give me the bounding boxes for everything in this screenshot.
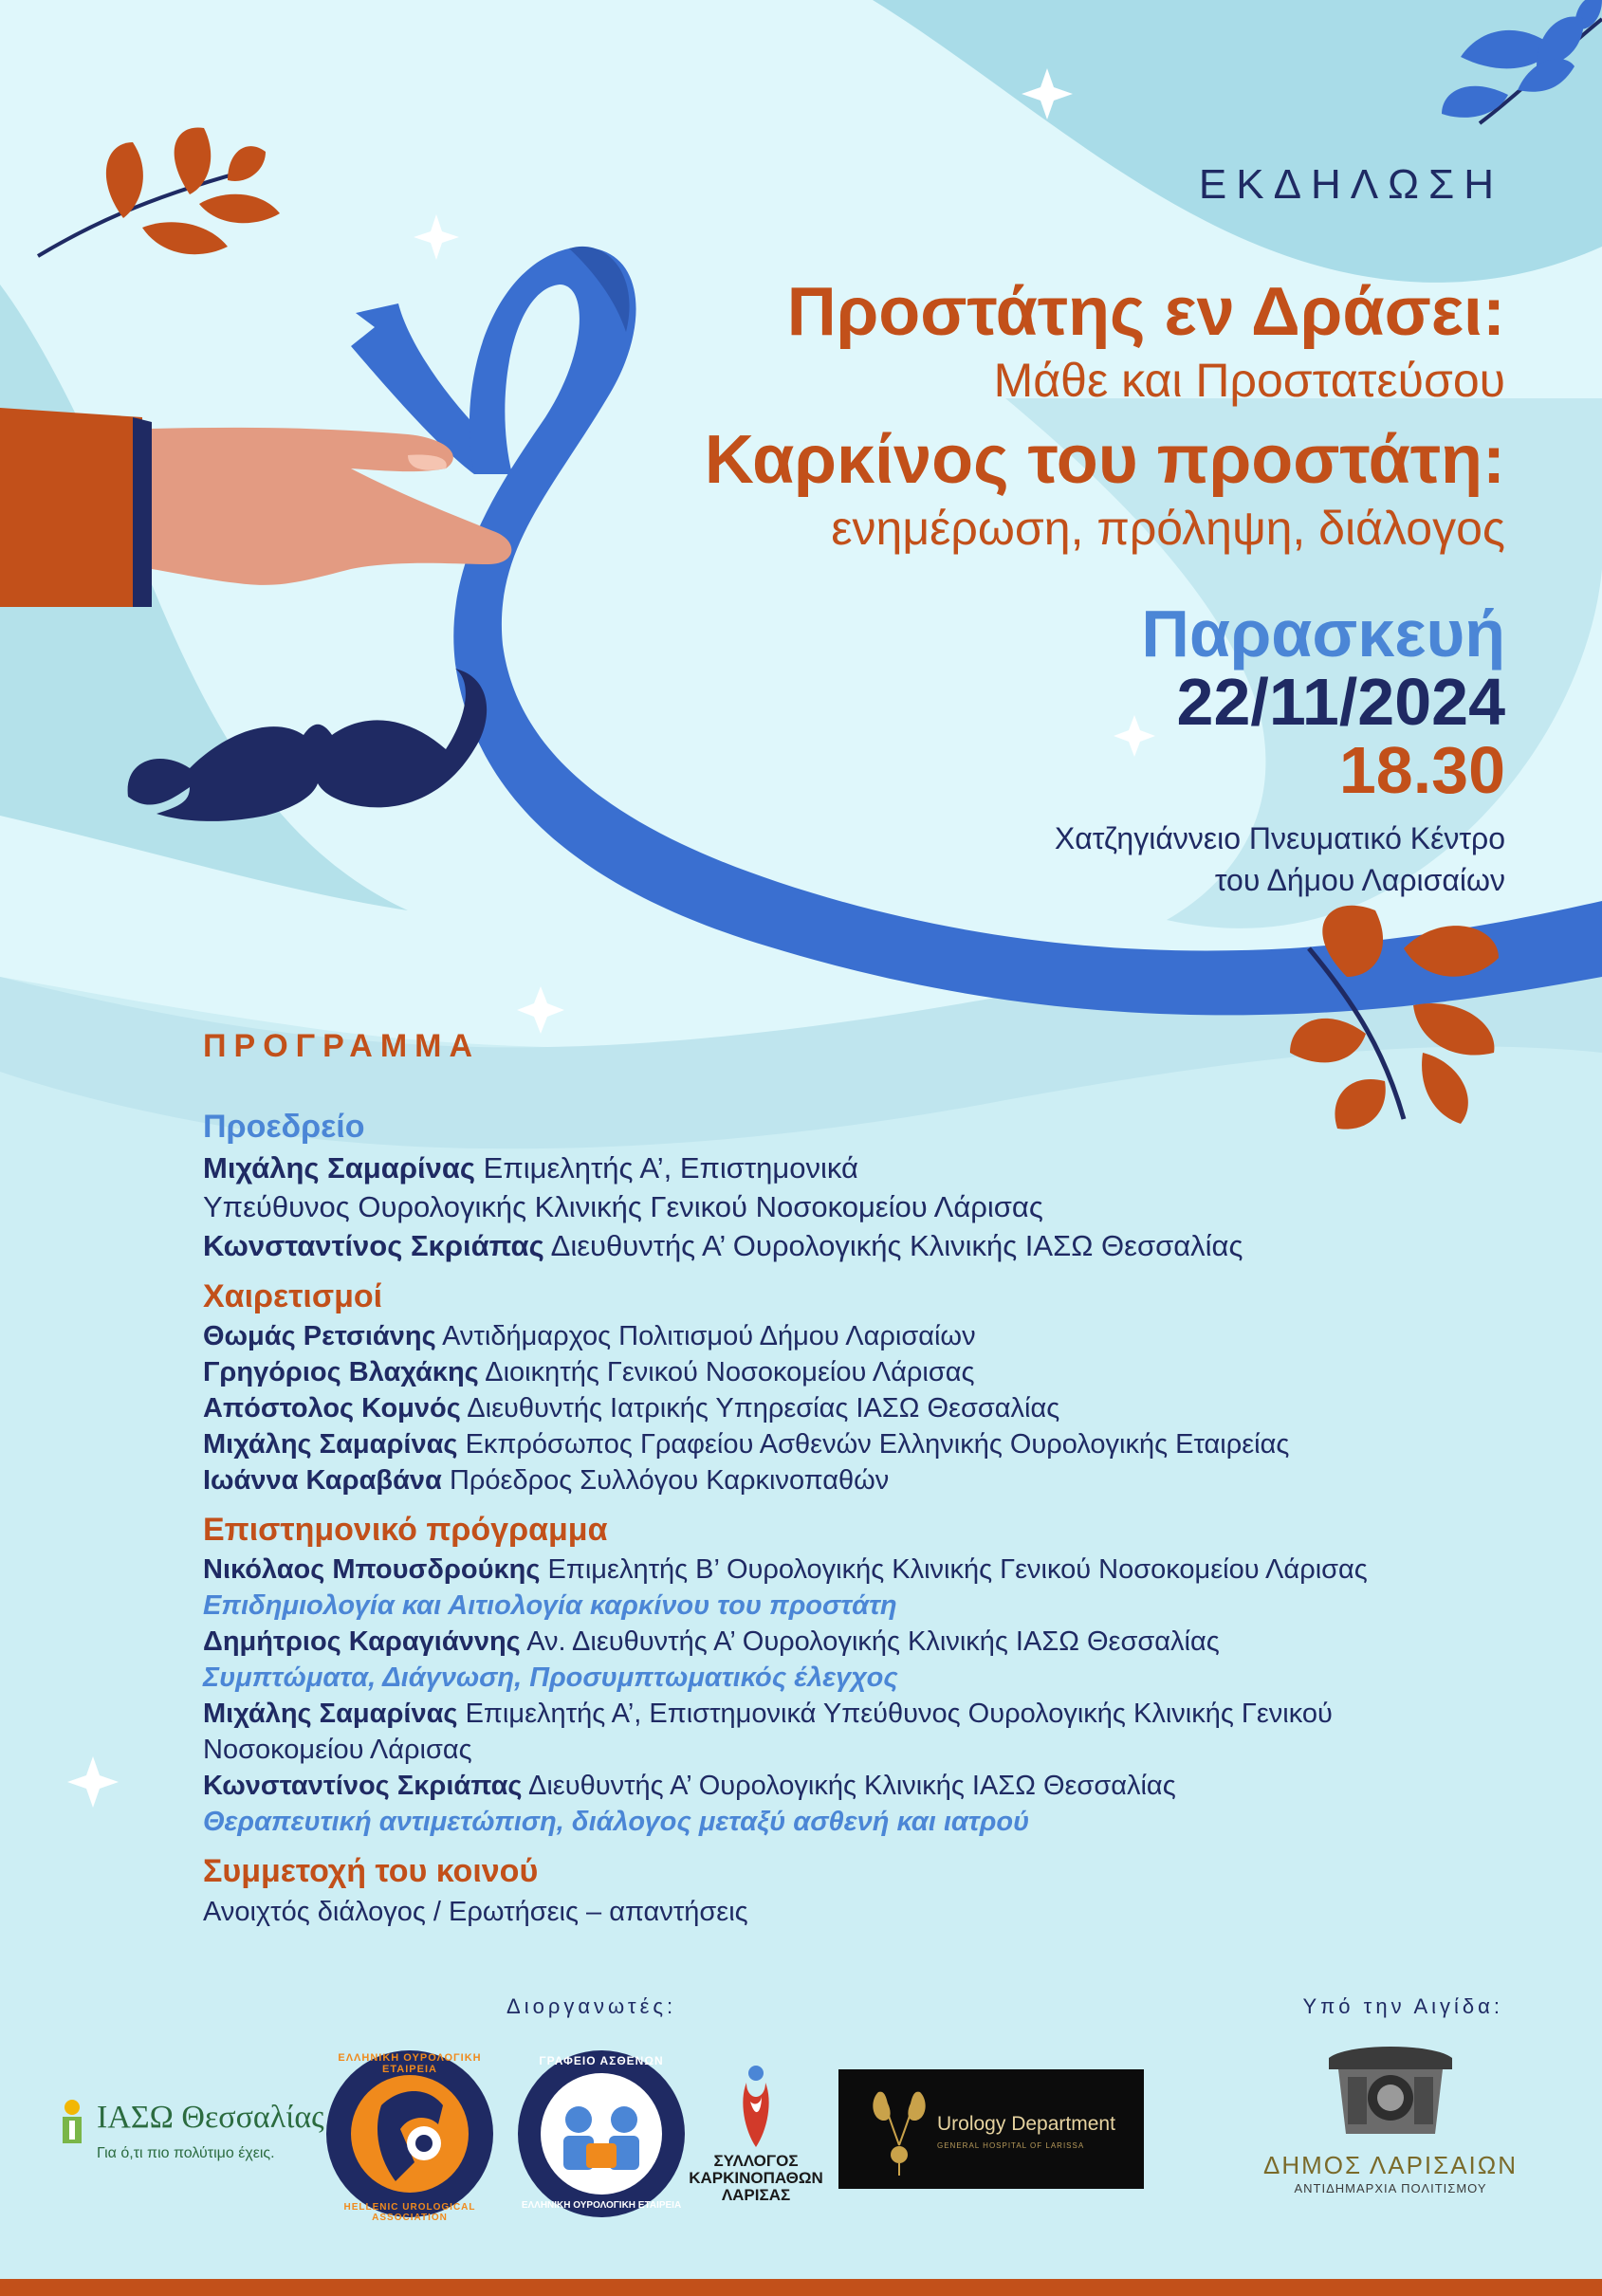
section-heading: Χαιρετισμοί xyxy=(203,1278,383,1314)
urology-department-logo xyxy=(838,2069,1144,2189)
iaso-name: ΙΑΣΩ Θεσσαλίας xyxy=(97,2100,324,2135)
speaker-role: Επιμελητής Α’, Επιστημονικά Υπεύθυνος Ουρολογικής Κλινικής Γενικού xyxy=(457,1699,1333,1729)
iaso-tagline: Για ό,τι πιο πολύτιμο έχεις. xyxy=(97,2145,275,2161)
person-role: Διευθυντής Α’ Ουρολογικής Κλινικής ΙΑΣΩ Θεσσαλίας xyxy=(543,1229,1243,1262)
person-role: Πρόεδρος Συλλόγου Καρκινοπαθών xyxy=(441,1465,890,1496)
municipality-emblem-icon xyxy=(1319,2039,1462,2143)
greeting-item xyxy=(203,1462,1559,1498)
section-heading: Προεδρείο xyxy=(203,1109,365,1145)
presidium-member xyxy=(203,1226,1559,1265)
bottom-bar xyxy=(0,2279,1602,2296)
person-name: Κωνσταντίνος Σκριάπας xyxy=(203,1229,544,1262)
speaker-line xyxy=(203,1624,1559,1660)
cancer-association-line: ΚΑΡΚΙΝΟΠΑΘΩΝ xyxy=(689,2169,823,2187)
hua-text-bottom: HELLENIC UROLOGICAL ASSOCIATION xyxy=(343,2202,476,2223)
section-heading: Συμμετοχή του κοινού xyxy=(203,1853,539,1889)
cancer-association-logo xyxy=(685,2064,827,2204)
cancer-association-name xyxy=(685,2153,827,2204)
speaker-name: Νικόλαος Μπουσδρούκης xyxy=(203,1554,541,1585)
presidium-member xyxy=(203,1148,1559,1187)
hua-logo xyxy=(324,2048,495,2223)
person-role: Αντιδήμαρχος Πολιτισμού Δήμου Λαρισαίων xyxy=(435,1321,976,1351)
kidney-icon xyxy=(871,2083,928,2177)
greetings-section xyxy=(203,1275,1559,1498)
program-title: ΠΡΟΓΡΑΜΜΑ xyxy=(203,1028,481,1064)
speaker-line xyxy=(203,1552,1559,1588)
talk-topic: Θεραπευτική αντιμετώπιση, διάλογος μεταξύ ασθενή και ιατρού xyxy=(203,1807,1030,1837)
greeting-item xyxy=(203,1426,1559,1462)
talk-topic: Επιδημιολογία και Αιτιολογία καρκίνου του προστάτη xyxy=(203,1590,897,1621)
speaker-name: Δημήτριος Καραγιάννης xyxy=(203,1626,521,1657)
speaker-name: Μιχάλης Σαμαρίνας xyxy=(203,1699,458,1729)
event-subtitle: Μάθε και Προστατεύσου xyxy=(993,354,1505,407)
urology-title: Urology Department xyxy=(937,2113,1115,2135)
speaker-line xyxy=(203,1768,1559,1804)
person-name: Μιχάλης Σαμαρίνας xyxy=(203,1151,476,1185)
event-label: ΕΚΔΗΛΩΣΗ xyxy=(1198,161,1503,208)
municipality-sub: ΑΝΤΙΔΗΜΑΡΧΙΑ ΠΟΛΙΤΙΣΜΟΥ xyxy=(1294,2181,1487,2195)
cancer-association-emblem-icon xyxy=(737,2064,775,2149)
person-name: Θωμάς Ρετσιάνης xyxy=(203,1321,436,1351)
municipality-logo xyxy=(1261,2039,1519,2200)
iaso-logo xyxy=(53,2096,324,2181)
cancer-association-line: ΣΥΛΛΟΓΟΣ xyxy=(713,2152,799,2170)
venue-line: Χατζηγιάννειο Πνευματικό Κέντρο xyxy=(1054,821,1505,855)
person-name: Μιχάλης Σαμαρίνας xyxy=(203,1429,458,1460)
audience-section xyxy=(203,1849,1559,1931)
speaker-name: Κωνσταντίνος Σκριάπας xyxy=(203,1771,523,1801)
person-name: Γρηγόριος Βλαχάκης xyxy=(203,1357,479,1387)
program-list xyxy=(203,1105,1559,1940)
person-role: Διοικητής Γενικού Νοσοκομείου Λάρισας xyxy=(478,1357,975,1387)
event-subtitle-secondary: ενημέρωση, πρόληψη, διάλογος xyxy=(831,502,1505,555)
organizers-label: Διοργανωτές: xyxy=(506,1994,677,2018)
event-date: 22/11/2024 xyxy=(1176,665,1505,739)
hua-text-top: ΕΛΛΗΝΙΚΗ ΟΥΡΟΛΟΓΙΚΗ ΕΤΑΙΡΕΙΑ xyxy=(338,2052,482,2075)
speaker-role-continued: Νοσοκομείου Λάρισας xyxy=(203,1735,472,1765)
person-role: Εκπρόσωπος Γραφείου Ασθενών Ελληνικής Ουρολογικής Εταιρείας xyxy=(457,1429,1290,1460)
aegis-label: Υπό την Αιγίδα: xyxy=(1302,1994,1503,2018)
speaker-role: Επιμελητής Β’ Ουρολογικής Κλινικής Γενικού Νοσοκομείου Λάρισας xyxy=(540,1554,1368,1585)
event-venue xyxy=(1055,817,1505,901)
patients-office-text-side: ΕΛΛΗΝΙΚΗ ΟΥΡΟΛΟΓΙΚΗ ΕΤΑΙΡΕΙΑ xyxy=(521,2200,682,2211)
patients-office-logo xyxy=(516,2048,687,2219)
event-time: 18.30 xyxy=(1338,733,1505,807)
patients-office-emblem-icon xyxy=(516,2048,687,2219)
event-day: Παρασκευή xyxy=(1141,597,1505,670)
speaker-line xyxy=(203,1696,1559,1732)
iaso-figure-icon xyxy=(53,2098,91,2145)
talk-topic: Συμπτώματα, Διάγνωση, Προσυμπτωματικός έλεγχος xyxy=(203,1662,898,1693)
venue-line: του Δήμου Λαρισαίων xyxy=(1214,863,1505,897)
person-role: Διευθυντής Ιατρικής Υπηρεσίας ΙΑΣΩ Θεσσαλίας xyxy=(460,1393,1060,1424)
greeting-item xyxy=(203,1354,1559,1390)
speaker-role: Διευθυντής Α’ Ουρολογικής Κλινικής ΙΑΣΩ Θεσσαλίας xyxy=(522,1771,1176,1801)
scientific-section xyxy=(203,1508,1559,1840)
person-role: Υπεύθυνος Ουρολογικής Κλινικής Γενικού Νοσοκομείου Λάρισας xyxy=(203,1190,1043,1223)
urology-subtitle: GENERAL HOSPITAL OF LARISSA xyxy=(937,2141,1085,2150)
greeting-item xyxy=(203,1318,1559,1354)
person-name: Ιωάννα Καραβάνα xyxy=(203,1465,442,1496)
greeting-item xyxy=(203,1390,1559,1426)
presidium-section xyxy=(203,1105,1559,1265)
patients-office-text-top: ΓΡΑΦΕΙΟ ΑΣΘΕΝΩΝ xyxy=(539,2054,664,2067)
cancer-association-line: ΛΑΡΙΣΑΣ xyxy=(721,2186,791,2204)
presidium-member xyxy=(203,1187,1559,1226)
event-title: Προστάτης εν Δράσει: xyxy=(786,274,1505,350)
speaker-role: Αν. Διευθυντής Α’ Ουρολογικής Κλινικής ΙΑΣΩ Θεσσαλίας xyxy=(520,1626,1220,1657)
audience-description: Ανοιχτός διάλογος / Ερωτήσεις – απαντήσεις xyxy=(203,1897,748,1927)
person-name: Απόστολος Κομνός xyxy=(203,1393,461,1424)
municipality-name: ΔΗΜΟΣ ΛΑΡΙΣΑΙΩΝ xyxy=(1262,2151,1518,2179)
section-heading: Επιστημονικό πρόγραμμα xyxy=(203,1512,608,1548)
event-title-secondary: Καρκίνος του προστάτη: xyxy=(704,422,1505,498)
person-role: Επιμελητής Α’, Επιστημονικά xyxy=(475,1151,858,1185)
